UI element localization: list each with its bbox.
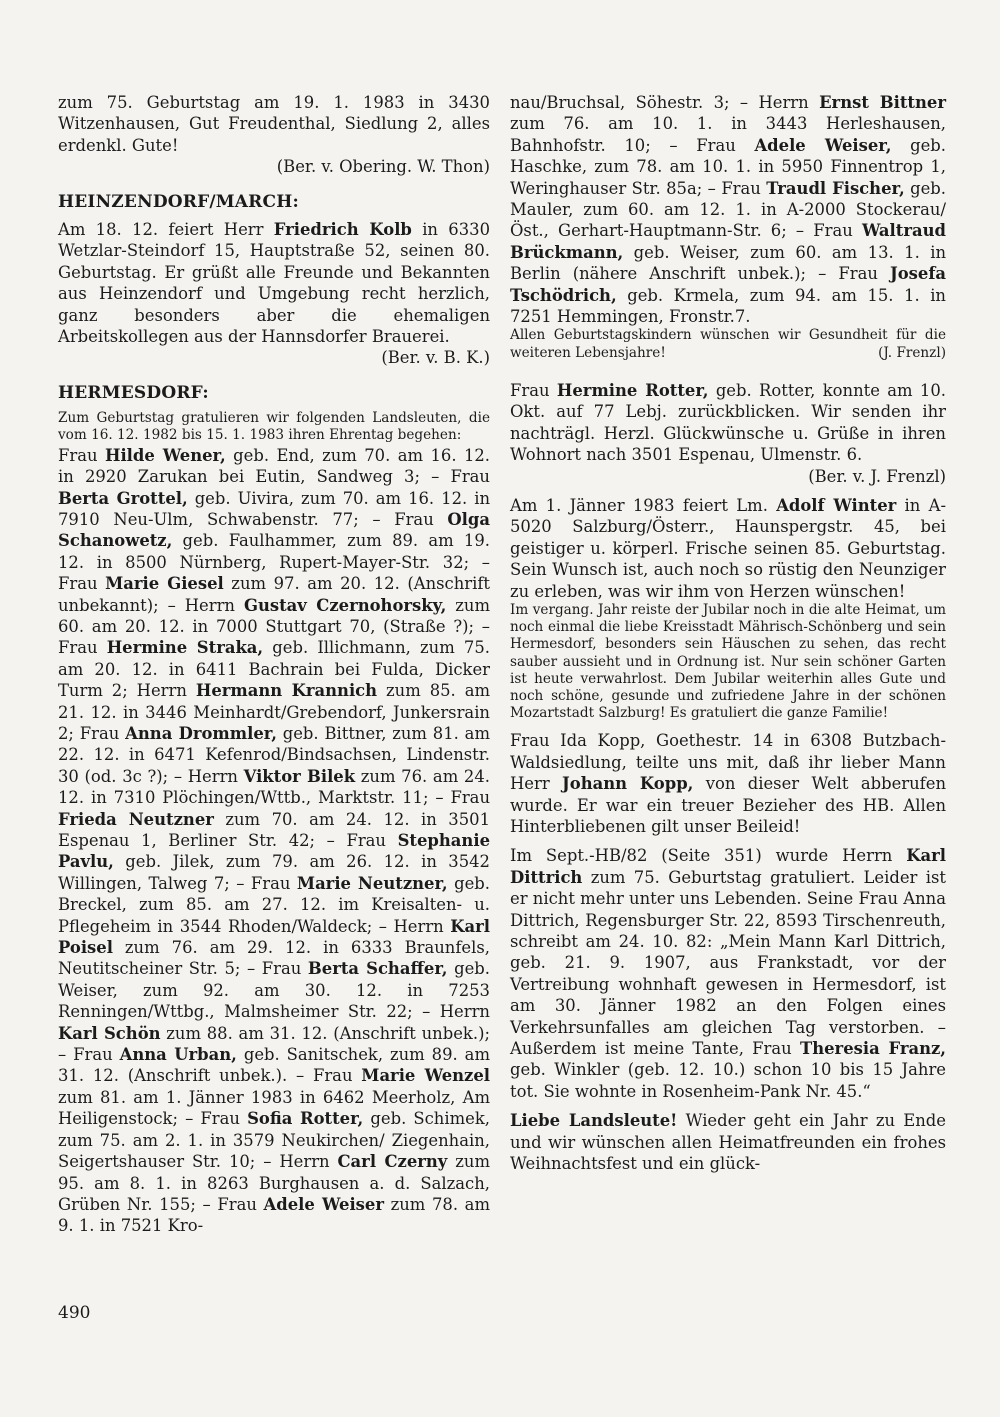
heinzendorf-signature: (Ber. v. B. K.) bbox=[381, 348, 490, 368]
person-name: Gustav Czernohorsky, bbox=[243, 595, 447, 615]
person-name: Karl Schön bbox=[58, 1023, 161, 1043]
entry-text: zum 95. am 8. 1. in 8263 Burghausen a. d. Salzach, Grüben Nr. 155; – Frau bbox=[58, 1152, 490, 1214]
person-name: Hermann Krannich bbox=[195, 681, 378, 701]
entry-text: geb. Faulhammer, zum 89. am 19. 12. in 8500 Nürnberg, Rupert-Mayer-Str. 32; – Frau bbox=[58, 531, 490, 594]
entry-text: geb. Krmela, zum 94. am 15. 1. in 7251 Hemmingen, Fronstr.7. bbox=[510, 285, 946, 327]
entry-text: geb. Sanitschek, zum 89. am 31. 12. (Anschrift unbek.). – Frau bbox=[58, 1045, 490, 1086]
person-name: Frieda Neutzner bbox=[58, 809, 214, 829]
entry-text: nau/Bruchsal, Söhestr. 3; – Herrn bbox=[510, 93, 820, 112]
right-column bbox=[510, 92, 946, 1174]
entry-text: zum 78. am 9. 1. in 7521 Kro- bbox=[58, 1194, 490, 1236]
entry-text: geb. Schimek, zum 75. am 2. 1. in 3579 Neukirchen/ Ziegenhain, Seigertshauser Str. 10; – Herrn bbox=[58, 1109, 490, 1172]
winter-note: Im vergang. Jahr reiste der Jubilar noch in die alte Heimat, um noch einmal die liebe Kreisstadt Mährisch-Schönberg und sein Hermesdorf, besonders sein Häuschen zu sehen, das recht sauber aussieht und in Ordnung ist. Nur sein schöner Garten ist heute verwahrlost. Dem Jubilar weiterhin alles Gute und noch schöne, gesunde und zufriedene Jahre in der schönen Mozartstadt Salzburg! Es gratuliert die ganze Familie! bbox=[510, 601, 946, 722]
hermesdorf-intro: Zum Geburtstag gratulieren wir folgenden Landsleuten, die vom 16. 12. 1982 bis 15. 1. 1983 ihren Ehrentag begehen: bbox=[58, 410, 490, 444]
person-name: Berta Grottel, bbox=[58, 488, 188, 508]
entry-text: geb. Bittner, zum 81. am 22. 12. in 6471 Kefenrod/Bindsachsen, Lindenstr. 30 (od. 3c ?); – Herrn bbox=[58, 723, 490, 786]
entry-text: zum 97. am 20. 12. (Anschrift unbekannt); – Herrn bbox=[58, 574, 490, 615]
person-name: Marie Wenzel bbox=[361, 1066, 491, 1086]
wishes-signature: (J. Frenzl) bbox=[878, 344, 946, 361]
entry-text: geb. Jilek, zum 79. am 26. 12. in 3542 Willingen, Talweg 7; – Frau bbox=[58, 852, 490, 893]
person-name: Anna Drommler, bbox=[125, 723, 277, 743]
entry-text: zum 76. am 24. 12. in 7310 Plöchingen/Wttb., Marktstr. 11; – Frau bbox=[58, 766, 490, 808]
person-name: Carl Czerny bbox=[337, 1152, 448, 1172]
person-name: Marie Neutzner, bbox=[296, 873, 448, 893]
entry-text: zum 76. am 10. 1. in 3443 Herleshausen, Bahnhofstr. 10; – Frau bbox=[510, 114, 946, 155]
entry-text: zum 81. am 1. Jänner 1983 in 6462 Meerholz, Am Heiligenstock; – Frau bbox=[58, 1087, 490, 1129]
wishes-line: Allen Geburtstagskindern wünschen wir Gesundheit für die weiteren Lebensjahre! (J. Frenzl) bbox=[510, 327, 946, 361]
person-name: Adele Weiser, bbox=[754, 135, 892, 155]
entry-text: zum 85. am 21. 12. in 3446 Meinhardt/Grebendorf, Junkersrain 2; Frau bbox=[58, 681, 491, 743]
heinzendorf-paragraph: Am 18. 12. feiert Herr Friedrich Kolb in 6330 Wetzlar-Steindorf 15, Hauptstraße 52, seinen 80. Geburtstag. Er grüßt alle Freunde und Bekannten aus Heinzendorf und Umgebung recht herzlich, ganz besonders aber die ehemaligen Arbeitskollegen aus der Hannsdorfer Brauerei. bbox=[58, 220, 490, 347]
person-name: Waltraud Brückmann, bbox=[510, 221, 946, 262]
heading-hermesdorf: HERMESDORF: bbox=[58, 382, 209, 403]
entry-text: zum 76. am 29. 12. in 6333 Braunfels, Neutitscheiner Str. 5; – Frau bbox=[58, 938, 490, 979]
rotter-paragraph: Frau Hermine Rotter, geb. Rotter, konnte am 10. Okt. auf 77 Lebj. zurückblicken. Wir senden ihr nachträgl. Herzl. Glückwünsche u. Grüße in ihren Wohnort nach 3501 Espenau, Ulmenstr. 6. bbox=[510, 380, 946, 465]
intro-paragraph: zum 75. Geburtstag am 19. 1. 1983 in 3430 Witzenhausen, Gut Freudenthal, Siedlung 2, alles erdenkl. Gute! bbox=[58, 93, 490, 155]
person-name: Karl Poisel bbox=[58, 916, 490, 958]
person-name: Stephanie Pavlu, bbox=[58, 831, 490, 872]
person-name: Sofia Rotter, bbox=[247, 1109, 364, 1129]
person-name: Josefa Tschödrich, bbox=[510, 264, 946, 305]
person-name: Viktor Bilek bbox=[243, 766, 356, 786]
person-name: Hilde Wener, bbox=[104, 445, 226, 465]
person-name: Adele Weiser bbox=[263, 1194, 384, 1214]
kopp-paragraph: Frau Ida Kopp, Goethestr. 14 in 6308 Butzbach-Waldsiedlung, teilte uns mit, daß ihr lieber Mann Herr Johann Kopp, von dieser Welt abberufen wurde. Er war ein treuer Bezieher des HB. Allen Hinterbliebenen gilt unser Beileid! bbox=[510, 731, 946, 836]
entry-text: zum 88. am 31. 12. (Anschrift unbek.); – Frau bbox=[58, 1023, 490, 1065]
entry-text: zum 70. am 24. 12. in 3501 Espenau 1, Berliner Str. 42; – Frau bbox=[58, 809, 490, 850]
person-name: Hermine Straka, bbox=[106, 638, 264, 658]
entry-text: geb. Uivira, zum 70. am 16. 12. in 7910 Neu-Ulm, Schwabenstr. 77; – Frau bbox=[58, 488, 491, 529]
entry-text: geb. Breckel, zum 85. am 27. 12. im Kreisalten- u. Pflegeheim in 3544 Rhoden/Waldeck; – Herrn bbox=[58, 873, 490, 936]
entry-text: zum 60. am 20. 12. in 7000 Stuttgart 70, (Straße ?); – Frau bbox=[58, 595, 491, 658]
left-column bbox=[58, 92, 490, 1237]
entry-text: geb. Illichmann, zum 75. am 20. 12. in 6411 Bachrain bei Fulda, Dicker Turm 2; Herrn bbox=[58, 638, 490, 701]
entry-text: geb. End, zum 70. am 16. 12. in 2920 Zarukan bei Eutin, Sandweg 3; – Frau bbox=[58, 445, 491, 487]
person-name: Anna Urban, bbox=[119, 1045, 237, 1065]
intro-signature: (Ber. v. Obering. W. Thon) bbox=[276, 157, 490, 177]
person-name: Marie Giesel bbox=[105, 574, 224, 594]
entry-text: geb. Haschke, zum 78. am 10. 1. in 5950 Finnentrop 1, Weringhauser Str. 85a; – Frau bbox=[510, 135, 947, 198]
person-name: Ernst Bittner bbox=[819, 93, 946, 112]
entry-text: geb. Weiser, zum 92. am 30. 12. in 7253 Renningen/Wttbg., Malmsheimer Str. 22; – Herrn bbox=[58, 959, 490, 1022]
entry-text: geb. Weiser, zum 60. am 13. 1. in Berlin (nähere Anschrift unbek.); – Frau bbox=[510, 242, 946, 284]
entry-text: geb. Mauler, zum 60. am 12. 1. in A-2000 Stockerau/Öst., Gerhart-Hauptmann-Str. 6; – Frau bbox=[510, 178, 947, 241]
entry-text: Frau bbox=[58, 445, 105, 465]
dittrich-paragraph: Im Sept.-HB/82 (Seite 351) wurde Herrn Karl Dittrich zum 75. Geburtstag gratuliert. Leider ist er nicht mehr unter uns Lebenden. Seine Frau Anna Dittrich, Regensburger Str. 22, 8593 Tirschenreuth, schreibt am 24. 10. 82: „Mein Mann Karl Dittrich, geb. 21. 9. 1907, aus Frankstadt, vor der Vertreibung wohnhaft gewesen in Hermesdorf, ist am 30. Jänner 1982 an den Folgen eines Verkehrsunfalles am gleichen Tag verstorben. – Außerdem ist meine Tante, Frau Theresia Franz, geb. Winkler (geb. 12. 10.) schon 10 bis 15 Jahre tot. Sie wohnte in Rosenheim-Pank Nr. 45.“ bbox=[510, 846, 947, 1101]
heading-heinzendorf: HEINZENDORF/MARCH: bbox=[58, 191, 299, 212]
rotter-signature: (Ber. v. J. Frenzl) bbox=[808, 466, 946, 486]
person-name: Olga Schanowetz, bbox=[58, 509, 490, 551]
person-name: Traudl Fischer, bbox=[766, 178, 905, 198]
person-name: Berta Schaffer, bbox=[307, 959, 448, 979]
birthday-list bbox=[58, 445, 490, 1237]
page-number: 490 bbox=[58, 1303, 91, 1323]
birthday-list-continued bbox=[510, 92, 946, 327]
winter-paragraph: Am 1. Jänner 1983 feiert Lm. Adolf Winter in A-5020 Salzburg/Österr., Haunspergstr. 45, bei geistiger u. körperl. Frische seinen 85. Geburtstag. Sein Wunsch ist, auch noch so rüstig den Neunziger zu erleben, was wir ihm von Herzen wünschen! bbox=[510, 495, 947, 601]
closing-paragraph: Liebe Landsleute! Wieder geht ein Jahr zu Ende und wir wünschen allen Heimatfreunden ein frohes Weihnachtsfest und ein glück- bbox=[510, 1111, 946, 1174]
